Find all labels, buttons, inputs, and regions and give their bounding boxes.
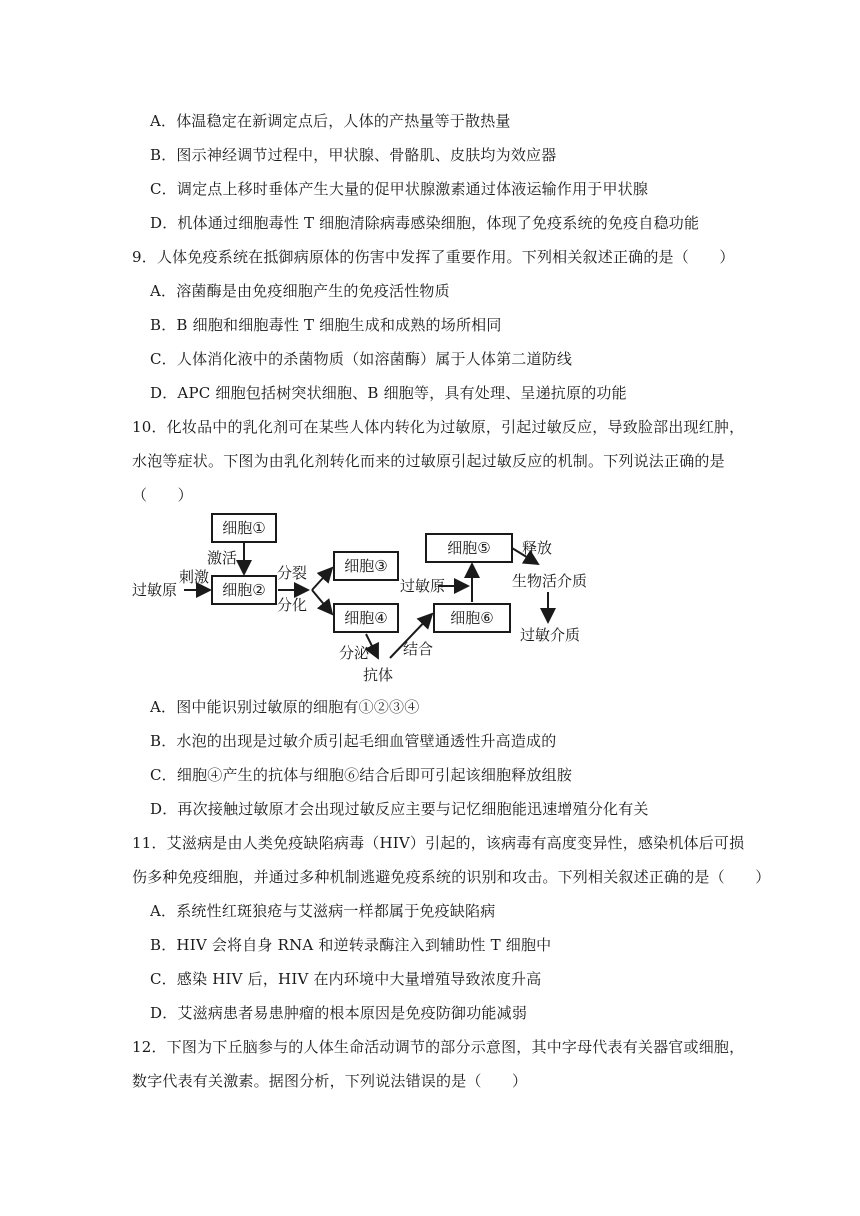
cell6-label: 细胞⑥ [450, 609, 494, 627]
q11-option-b: B．HIV 会将自身 RNA 和逆转录酶注入到辅助性 T 细胞中 [150, 936, 552, 954]
cell5-label: 细胞⑤ [447, 539, 491, 557]
release-label: 释放 [522, 539, 553, 557]
q10-stem-line-2: 水泡等症状。下图为由乳化剂转化而来的过敏原引起过敏反应的机制。下列说法正确的是 [132, 452, 725, 470]
cell3-label: 细胞③ [344, 557, 388, 575]
q12-stem-line-1: 12．下图为下丘脑参与的人体生命活动调节的部分示意图，其中字母代表有关器官或细胞， [132, 1038, 745, 1056]
q10-option-b: B．水泡的出现是过敏介质引起毛细血管壁通透性升高造成的 [150, 732, 557, 750]
q9-stem: 9．人体免疫系统在抵御病原体的伤害中发挥了重要作用。下列相关叙述正确的是（ ） [132, 248, 735, 266]
q9-option-c: C．人体消化液中的杀菌物质（如溶菌酶）属于人体第二道防线 [150, 350, 573, 368]
bind-label: 结合 [402, 640, 434, 658]
differentiate-label: 分化 [276, 596, 308, 614]
split-label: 分裂 [276, 564, 308, 582]
allergy-mechanism-diagram [128, 508, 598, 690]
q11-option-c: C．感染 HIV 后，HIV 在内环境中大量增殖导致浓度升高 [150, 970, 542, 988]
q10-option-d: D．再次接触过敏原才会出现过敏反应主要与记忆细胞能迅速增殖分化有关 [150, 800, 649, 818]
q8-option-c: C．调定点上移时垂体产生大量的促甲状腺激素通过体液运输作用于甲状腺 [150, 180, 649, 198]
q11-option-d: D．艾滋病患者易患肿瘤的根本原因是免疫防御功能减弱 [150, 1004, 528, 1022]
cell4-label: 细胞④ [344, 609, 388, 627]
allergen-mid-label: 过敏原 [400, 577, 446, 595]
q9-option-d: D．APC 细胞包括树突状细胞、B 细胞等，具有处理、呈递抗原的功能 [150, 384, 627, 402]
q11-option-a: A．系统性红斑狼疮与艾滋病一样都属于免疫缺陷病 [150, 902, 496, 920]
cell2-label: 细胞② [222, 581, 266, 599]
q11-stem-line-2: 伤多种免疫细胞，并通过多种机制逃避免疫系统的识别和攻击。下列相关叙述正确的是（ ） [132, 868, 771, 886]
q9-option-a: A．溶菌酶是由免疫细胞产生的免疫活性物质 [150, 282, 450, 300]
allergic-mediator-label: 过敏介质 [520, 626, 581, 644]
allergen-left-label: 过敏原 [132, 581, 178, 599]
q8-option-d: D．机体通过细胞毒性 T 细胞清除病毒感染细胞，体现了免疫系统的免疫自稳功能 [150, 214, 700, 232]
cell1-label: 细胞① [222, 519, 266, 537]
antibody-label: 抗体 [362, 666, 394, 684]
q10-option-c: C．细胞④产生的抗体与细胞⑥结合后即可引起该细胞释放组胺 [150, 766, 573, 784]
q10-stem-line-3: （ ） [132, 486, 193, 504]
activate-label: 激活 [206, 549, 238, 567]
stimulate-label: 刺激 [178, 568, 210, 586]
q10-option-a: A．图中能识别过敏原的细胞有①②③④ [150, 698, 420, 716]
q10-stem-line-1: 10．化妆品中的乳化剂可在某些人体内转化为过敏原，引起过敏反应，导致脸部出现红肿， [132, 418, 745, 436]
q9-option-b: B．B 细胞和细胞毒性 T 细胞生成和成熟的场所相同 [150, 316, 502, 334]
bioactive-mediator-label: 生物活介质 [512, 572, 588, 590]
secrete-label: 分泌 [338, 644, 370, 662]
q8-option-a: A．体温稳定在新调定点后，人体的产热量等于散热量 [150, 112, 511, 130]
q12-stem-line-2: 数字代表有关激素。据图分析，下列说法错误的是（ ） [132, 1072, 528, 1090]
q8-option-b: B．图示神经调节过程中，甲状腺、骨骼肌、皮肤均为效应器 [150, 146, 557, 164]
q11-stem-line-1: 11．艾滋病是由人类免疫缺陷病毒（HIV）引起的，该病毒有高度变异性，感染机体后可损 [132, 834, 745, 852]
